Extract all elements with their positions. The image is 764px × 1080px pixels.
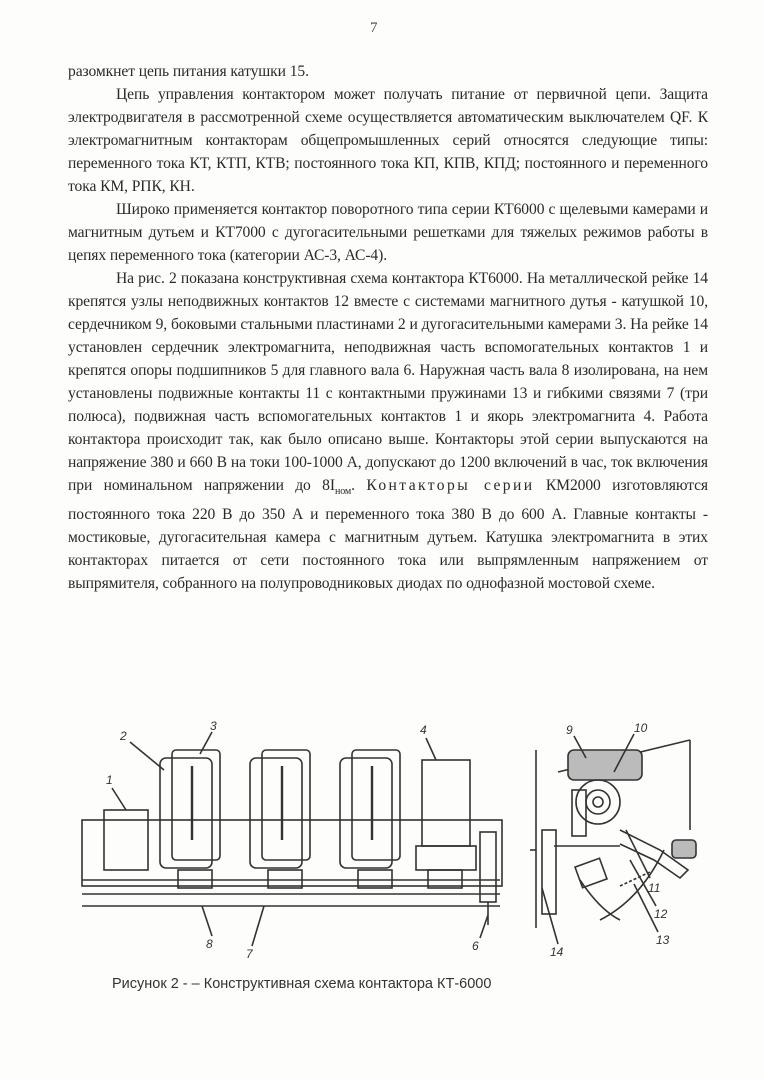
arc-chute-pole-2	[250, 750, 310, 888]
paragraph-4-spaced: Контакторы серии	[366, 477, 535, 494]
arc-chute-pole-3	[340, 750, 400, 888]
aux-contact-block	[104, 810, 148, 870]
paragraph-4-part-b: .	[351, 477, 367, 494]
leader-1	[112, 788, 126, 810]
leader-4	[426, 738, 436, 760]
body-text	[68, 60, 708, 595]
shaft-bearing	[480, 832, 496, 902]
paragraph-2: Цепь управления контактором может получать питание от первичной цепи. Защита электродвигателя в рассмотренной схеме осуществляется автоматическим выключателем QF. К электромагнитным контакторам общепромышленных серий относятся следующие типы: переменного тока КТ, КТП, КТВ; постоянного тока КП, КПВ, КПД; постоянного и переменного тока КМ, РПК, КН.	[68, 86, 708, 195]
paragraph-3: Широко применяется контактор поворотного типа серии КТ6000 с щелевыми камерами и магнитным дутьем и КТ7000 с дугогасительными решетками для тяжелых режимов работы в цепях переменного тока (категории АС-3, АС-4).	[68, 201, 708, 264]
electromagnet	[416, 760, 476, 888]
paragraph-1: разомкнет цепь питания катушки 15.	[68, 63, 309, 80]
label-1: 1	[106, 773, 113, 787]
contactor-diagram	[60, 710, 720, 965]
base-frame	[82, 820, 502, 886]
leader-7	[252, 906, 264, 946]
page-number: 7	[370, 20, 378, 36]
label-10: 10	[634, 721, 648, 735]
contactor-side-view	[530, 740, 696, 928]
arc-chute-pole-1	[160, 750, 220, 888]
leader-8	[202, 906, 212, 936]
leader-11	[626, 830, 650, 878]
figure-caption: Рисунок 2 - – Конструктивная схема контактора КТ-6000	[112, 976, 492, 992]
label-6: 6	[472, 939, 479, 953]
paragraph-4-part-c: КМ2000 изготовляются постоянного тока 220 В до 350 А и переменного тока 380 В до 600 А. Главные контакты - мостиковые, дугогасительная камера с магнитным дутьем. Катушка электромагнита в этих контакторах питается от сети постоянного тока или выпрямленным напряжением от выпрямителя, собранного на полупроводниковых диодах по однофазной мостовой схеме.	[68, 477, 708, 593]
label-7: 7	[246, 947, 253, 961]
label-4: 4	[420, 723, 427, 737]
paragraph-4	[68, 267, 708, 595]
leader-6	[480, 915, 488, 938]
label-9: 9	[566, 723, 573, 737]
label-11: 11	[648, 881, 661, 895]
label-3: 3	[210, 719, 217, 733]
label-13: 13	[656, 933, 670, 947]
paragraph-4-part-a: На рис. 2 показана конструктивная схема контактора КТ6000. На металлической рейке 14 крепятся узлы неподвижных контактов 12 вместе с системами магнитного дутья - катушкой 10, сердечником 9, боковыми стальными пластинами 2 и дугогасительными камерами 3. На рейке 14 установлен сердечник электромагнита, неподвижная часть вспомогательных контактов 1 и крепятся опоры подшипников 5 для главного вала 6. Наружная часть вала 8 изолирована, на нем установлены подвижные контакты 11 с контактными пружинами 13 и гибкими связями 7 (три полюса), подвижная часть вспомогательных контактов 1 и якорь электромагнита 4. Работа контактора происходит так, как было описано выше. Контакторы этой серии выпускаются на напряжение 380 и 660 В на токи 100-1000 А, допускают до 1200 включений в час, ток включения при номинальном напряжении до 8I	[68, 270, 708, 494]
contactor-drawing	[60, 710, 720, 965]
label-8: 8	[206, 937, 213, 951]
subscript-nom: ном	[334, 486, 352, 498]
label-2: 2	[120, 729, 127, 743]
leader-2	[130, 742, 164, 770]
label-14: 14	[550, 945, 564, 959]
label-12: 12	[654, 907, 668, 921]
